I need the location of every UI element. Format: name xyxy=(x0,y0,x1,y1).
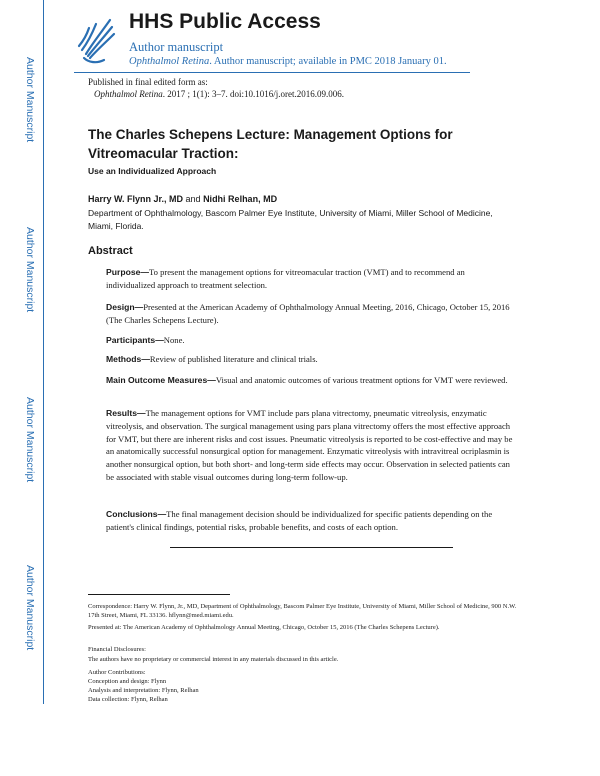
section-text: None. xyxy=(163,335,185,345)
footnote-rule xyxy=(88,594,230,595)
abstract-main-outcome-measures xyxy=(106,374,516,387)
publication-journal: Ophthalmol Retina xyxy=(94,89,163,99)
section-heading: Methods— xyxy=(106,354,150,364)
section-text: The final management decision should be individualized for specific patients depending on the patient's clinical findings, potential risks, probable benefits, and costs of each option. xyxy=(106,509,493,532)
abstract-heading: Abstract xyxy=(88,245,133,257)
publication-info xyxy=(88,76,344,100)
section-heading: Conclusions— xyxy=(106,509,167,519)
side-label-author-manuscript: Author Manuscript xyxy=(24,57,36,143)
hhs-eagle-logo-icon xyxy=(74,10,118,66)
article-title: The Charles Schepens Lecture: Management Options for Vitreomacular Traction: xyxy=(88,127,453,161)
side-label-author-manuscript: Author Manuscript xyxy=(24,397,36,483)
section-text: Presented at the American Academy of Ophthalmology Annual Meeting, 2016, Chicago, October 15, 2016 (The Charles Schepens Lecture). xyxy=(106,302,510,325)
publication-citation xyxy=(88,88,344,100)
header-subtitle: Author manuscript xyxy=(129,40,224,54)
side-label-author-manuscript: Author Manuscript xyxy=(24,227,36,313)
footnote-presented: Presented at: The American Academy of Ophthalmology Annual Meeting, Chicago, October 15, 2016 (The Charles Schepens Lecture). xyxy=(88,624,440,631)
section-text: The management options for VMT include pars plana vitrectomy, pneumatic vitreolysis, enzymatic vitreolysis, and observation. The surgical management using pars plana vitrectomy offers the most effective approach for VMT, but there are inherent risks and cost issues. Pneumatic vitreolysis is reported to be cost-effective and may be an anatomically successful nonsurgical option for management. Enzymatic vitreolysis with intravitreal ocriplasmin is another nonsurgical option, but both short- and long-term side effects may occur. Observation in selected patients can be associated with stable visual outcomes during long-term follow-up. xyxy=(106,408,513,482)
section-heading: Results— xyxy=(106,408,146,418)
header-availability-text: . Author manuscript; available in PMC 2018 January 01. xyxy=(209,56,447,67)
footnote-contribution: Data collection: Flynn, Relhan xyxy=(88,696,168,703)
footnote-contributions-label: Author Contributions: xyxy=(88,669,146,676)
abstract-conclusions xyxy=(106,508,516,534)
abstract-purpose xyxy=(106,266,516,292)
article-subtitle: Use an Individualized Approach xyxy=(88,166,217,176)
abstract-results xyxy=(106,407,516,484)
author-line xyxy=(88,194,277,204)
section-heading: Main Outcome Measures— xyxy=(106,375,216,385)
footnote-contribution: Conception and design: Flynn xyxy=(88,678,167,685)
publication-citation-text: . 2017 ; 1(1): 3–7. doi:10.1016/j.oret.2016.09.006. xyxy=(162,89,344,99)
section-text: To present the management options for vitreomacular traction (VMT) and to recommend an individualized approach to treatment selection. xyxy=(106,267,465,290)
section-heading: Design— xyxy=(106,302,144,312)
section-text: Visual and anatomic outcomes of various treatment options for VMT were reviewed. xyxy=(215,375,508,385)
affiliation: Department of Ophthalmology, Bascom Palmer Eye Institute, University of Miami, Miller School of Medicine, Miami, Florida. xyxy=(88,208,493,231)
section-text: Review of published literature and clinical trials. xyxy=(149,354,318,364)
author-flynn: Harry W. Flynn Jr., MD xyxy=(88,194,184,204)
abstract-methods xyxy=(106,353,516,366)
abstract-design xyxy=(106,301,516,327)
footnote-contribution: Analysis and interpretation: Flynn, Relhan xyxy=(88,687,199,694)
publication-label: Published in final edited form as: xyxy=(88,77,208,87)
footnote-financial-label: Financial Disclosures: xyxy=(88,646,146,653)
author-relhan: Nidhi Relhan, MD xyxy=(203,194,278,204)
section-heading: Purpose— xyxy=(106,267,149,277)
side-label-author-manuscript: Author Manuscript xyxy=(24,565,36,651)
footnote-financial-text: The authors have no proprietary or commercial interest in any materials discussed in this article. xyxy=(88,656,339,663)
side-divider xyxy=(43,0,44,704)
header-journal-name: Ophthalmol Retina xyxy=(129,56,210,67)
header-rule xyxy=(74,72,470,73)
section-heading: Participants— xyxy=(106,335,164,345)
footnote-correspondence: Correspondence: Harry W. Flynn, Jr., MD, Department of Ophthalmology, Bascom Palmer Eye Institute, University of Miami, Miller School of Medicine, 900 N.W. 17th Street, Miami, FL 33136. hflynn@med.miami.edu. xyxy=(88,603,517,619)
header-title: HHS Public Access xyxy=(129,10,321,33)
author-conjunction: and xyxy=(183,194,204,204)
header-availability xyxy=(129,56,447,67)
abstract-end-rule xyxy=(170,547,453,548)
abstract-participants xyxy=(106,334,516,347)
